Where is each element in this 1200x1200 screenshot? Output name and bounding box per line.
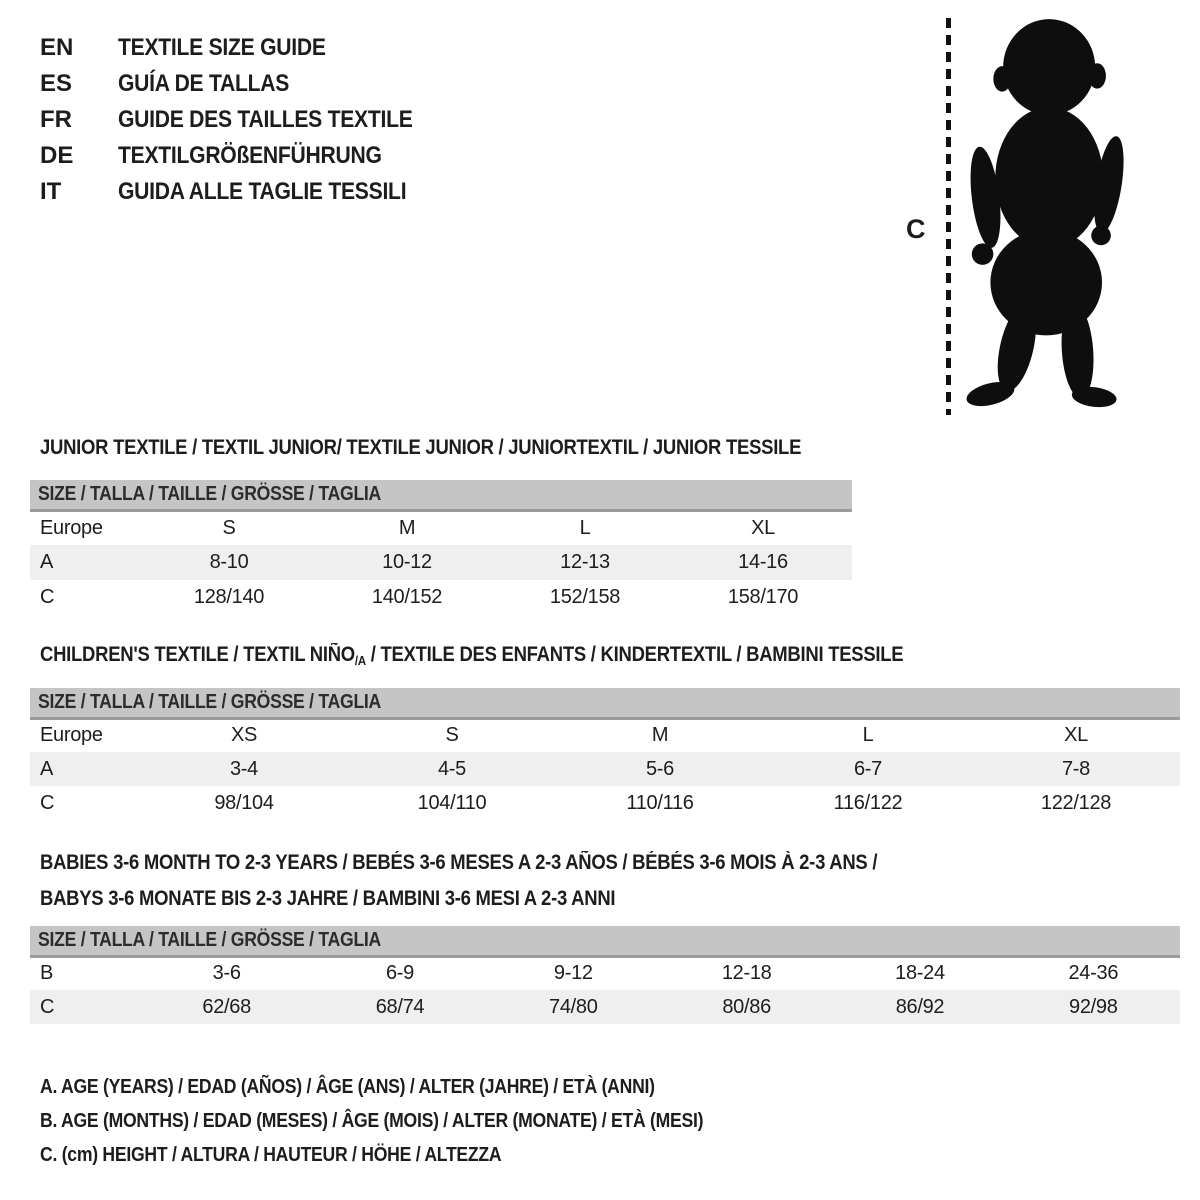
size-cell: 10-12 bbox=[318, 545, 496, 580]
size-cell: M bbox=[398, 516, 416, 539]
children-title-prefix: CHILDREN'S TEXTILE / TEXTIL NIÑO bbox=[40, 643, 355, 666]
legend-line-b-text: B. AGE (MONTHS) / EDAD (MESES) / ÂGE (MOIS) / ALTER (MONATE) / ETÀ (MESI) bbox=[40, 1110, 704, 1132]
lang-row-fr bbox=[40, 102, 453, 138]
babies-section-title-line1 bbox=[40, 851, 991, 875]
row-label: C bbox=[40, 586, 55, 608]
size-cell: 9-12 bbox=[553, 962, 593, 985]
size-cell: S bbox=[445, 724, 459, 747]
children-title-subscript: /A bbox=[354, 653, 366, 668]
size-cell: XL bbox=[751, 516, 775, 539]
row-label: C bbox=[30, 990, 140, 1024]
size-cell: 12-18 bbox=[721, 962, 772, 985]
size-cell: 5-6 bbox=[556, 752, 764, 786]
language-header-block bbox=[40, 30, 453, 210]
size-header-text: SIZE / TALLA / TAILLE / GRÖSSE / TAGLIA bbox=[38, 482, 382, 505]
size-cell: L bbox=[862, 724, 874, 747]
babies-section-title-line2 bbox=[40, 887, 694, 911]
lang-row-de bbox=[40, 138, 453, 174]
size-cell: 122/128 bbox=[1040, 791, 1112, 814]
babies-title-line2-text: BABYS 3-6 MONATE BIS 2-3 JAHRE / BAMBINI 3-6 MESI A 2-3 ANNI bbox=[40, 887, 616, 910]
table-row-height bbox=[30, 580, 852, 615]
size-cell: 92/98 bbox=[1007, 990, 1180, 1024]
babies-size-table bbox=[30, 926, 1180, 1024]
legend-line-c bbox=[40, 1138, 794, 1172]
lang-title: GUIDE DES TAILLES TEXTILE bbox=[118, 106, 413, 133]
size-cell: XS bbox=[230, 724, 258, 747]
table-row-europe bbox=[30, 718, 1180, 752]
size-cell: 3-6 bbox=[212, 962, 241, 985]
size-cell: 6-9 bbox=[385, 962, 414, 985]
size-cell: L bbox=[579, 516, 591, 539]
junior-size-table bbox=[30, 480, 852, 615]
size-header-cell bbox=[30, 480, 852, 510]
row-label: A bbox=[30, 545, 140, 580]
lang-row-es bbox=[40, 66, 453, 102]
legend-block bbox=[40, 1070, 794, 1172]
row-label: Europe bbox=[40, 516, 103, 539]
size-cell: 12-13 bbox=[496, 545, 674, 580]
size-cell: 4-5 bbox=[348, 752, 556, 786]
size-cell: 140/152 bbox=[371, 586, 443, 608]
size-header-text: SIZE / TALLA / TAILLE / GRÖSSE / TAGLIA bbox=[38, 690, 382, 713]
children-title-suffix: / TEXTILE DES ENFANTS / KINDERTEXTIL / BAMBINI TESSILE bbox=[365, 643, 904, 666]
size-cell: 68/74 bbox=[313, 990, 486, 1024]
size-cell: 98/104 bbox=[214, 791, 274, 814]
size-cell: 62/68 bbox=[140, 990, 313, 1024]
children-size-header-row bbox=[30, 688, 1180, 718]
table-row-height bbox=[30, 990, 1180, 1024]
lang-title: GUIDA ALLE TAGLIE TESSILI bbox=[118, 178, 407, 205]
table-row-height bbox=[30, 786, 1180, 820]
lang-code: IT bbox=[40, 178, 62, 205]
size-cell: 74/80 bbox=[487, 990, 660, 1024]
lang-code: ES bbox=[40, 70, 73, 97]
junior-section-title bbox=[40, 436, 905, 460]
size-cell: S bbox=[222, 516, 236, 539]
legend-line-c-text: C. (cm) HEIGHT / ALTURA / HAUTEUR / HÖHE / ALTEZZA bbox=[40, 1144, 502, 1166]
size-cell: 3-4 bbox=[140, 752, 348, 786]
size-cell: 18-24 bbox=[895, 962, 945, 985]
size-header-cell bbox=[30, 688, 1180, 718]
legend-line-a-text: A. AGE (YEARS) / EDAD (AÑOS) / ÂGE (ANS) / ALTER (JAHRE) / ETÀ (ANNI) bbox=[40, 1076, 655, 1098]
children-section-title bbox=[40, 643, 1021, 673]
height-label-c: C bbox=[906, 214, 926, 244]
size-cell: 14-16 bbox=[674, 545, 852, 580]
row-label: C bbox=[40, 791, 55, 814]
table-row-age bbox=[30, 545, 852, 580]
babies-size-header-row bbox=[30, 926, 1180, 956]
size-cell: 24-36 bbox=[1068, 962, 1119, 985]
size-header-text: SIZE / TALLA / TAILLE / GRÖSSE / TAGLIA bbox=[38, 928, 382, 951]
size-cell: 80/86 bbox=[660, 990, 833, 1024]
babies-title-line1-text: BABIES 3-6 MONTH TO 2-3 YEARS / BEBÉS 3-6 MESES A 2-3 AÑOS / BÉBÉS 3-6 MOIS À 2-3 ANS / bbox=[40, 851, 878, 874]
children-section-title-text bbox=[40, 643, 903, 673]
lang-row-en bbox=[40, 30, 453, 66]
legend-line-a bbox=[40, 1070, 794, 1104]
lang-row-it bbox=[40, 174, 453, 210]
legend-line-b bbox=[40, 1104, 794, 1138]
height-dashed-line bbox=[946, 18, 951, 415]
row-label: Europe bbox=[40, 724, 103, 747]
table-row-months bbox=[30, 956, 1180, 990]
junior-section-title-text: JUNIOR TEXTILE / TEXTIL JUNIOR/ TEXTILE JUNIOR / JUNIORTEXTIL / JUNIOR TESSILE bbox=[40, 436, 802, 459]
size-cell: 152/158 bbox=[549, 586, 621, 608]
lang-code: EN bbox=[40, 34, 74, 61]
size-cell: XL bbox=[1064, 724, 1088, 747]
children-size-table bbox=[30, 688, 1180, 820]
row-label: A bbox=[30, 752, 140, 786]
baby-silhouette-icon bbox=[963, 14, 1149, 410]
size-cell: M bbox=[651, 724, 669, 747]
size-cell: 7-8 bbox=[972, 752, 1180, 786]
table-row-age bbox=[30, 752, 1180, 786]
size-cell: 8-10 bbox=[140, 545, 318, 580]
size-cell: 128/140 bbox=[193, 586, 265, 608]
lang-code: FR bbox=[40, 106, 72, 133]
size-cell: 104/110 bbox=[417, 791, 487, 814]
lang-title: TEXTILE SIZE GUIDE bbox=[118, 34, 326, 61]
table-row-europe bbox=[30, 510, 852, 545]
lang-title: GUÍA DE TALLAS bbox=[118, 70, 290, 97]
junior-size-header-row bbox=[30, 480, 852, 510]
lang-code: DE bbox=[40, 142, 74, 169]
size-cell: 116/122 bbox=[833, 791, 903, 814]
lang-title: TEXTILGRÖßENFÜHRUNG bbox=[118, 142, 382, 169]
size-cell: 6-7 bbox=[764, 752, 972, 786]
size-cell: 110/116 bbox=[626, 791, 694, 814]
size-header-cell bbox=[30, 926, 1180, 956]
size-cell: 86/92 bbox=[833, 990, 1006, 1024]
row-label: B bbox=[40, 962, 54, 985]
size-cell: 158/170 bbox=[727, 586, 799, 608]
